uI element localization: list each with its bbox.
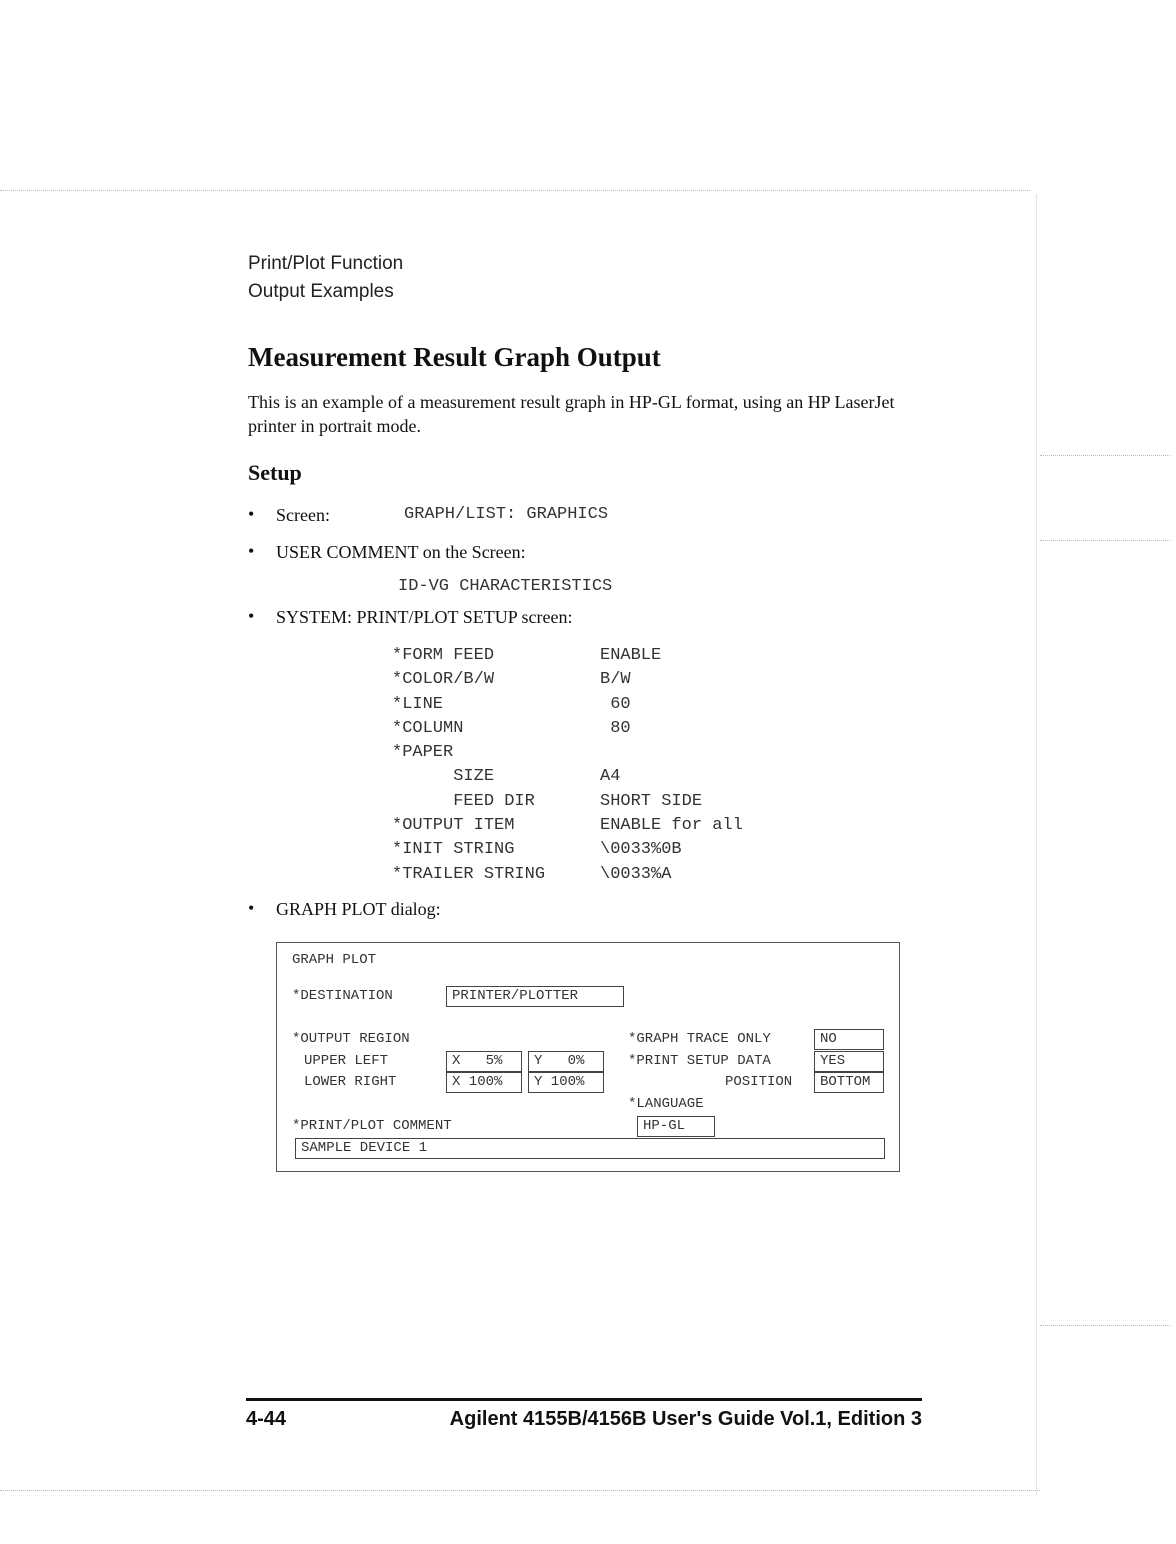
setup-value: 80 bbox=[600, 718, 631, 738]
bullet-user-comment-label: USER COMMENT on the Screen: bbox=[276, 542, 526, 562]
lower-right-y-field[interactable]: Y 100% bbox=[528, 1072, 604, 1093]
book-title: Agilent 4155B/4156B User's Guide Vol.1, Edition 3 bbox=[449, 1408, 922, 1430]
user-comment-value: ID-VG CHARACTERISTICS bbox=[398, 577, 613, 596]
output-region-label: *OUTPUT REGION bbox=[292, 1031, 410, 1047]
running-header bbox=[248, 250, 403, 306]
upper-left-y-field[interactable]: Y 0% bbox=[528, 1051, 604, 1072]
page-number: 4-44 bbox=[246, 1408, 287, 1430]
bullet-marker: • bbox=[248, 606, 255, 626]
footer-rule bbox=[246, 1398, 922, 1401]
upper-left-label: UPPER LEFT bbox=[304, 1053, 389, 1069]
lower-right-x-field[interactable]: X 100% bbox=[446, 1072, 522, 1093]
destination-field[interactable]: PRINTER/PLOTTER bbox=[446, 986, 624, 1007]
dialog-title: GRAPH PLOT bbox=[292, 952, 377, 968]
bullet-marker: • bbox=[248, 898, 255, 918]
setup-value: 60 bbox=[600, 694, 631, 714]
scan-mark bbox=[1040, 455, 1170, 456]
setup-key: *TRAILER STRING bbox=[392, 864, 546, 884]
print-plot-comment-field[interactable]: SAMPLE DEVICE 1 bbox=[295, 1138, 885, 1159]
intro-paragraph: This is an example of a measurement result graph in HP-GL format, using an HP LaserJet printer in portrait mode. bbox=[248, 392, 895, 436]
graph-plot-dialog bbox=[276, 942, 900, 1172]
scan-mark bbox=[1040, 1325, 1170, 1326]
scan-mark bbox=[1040, 540, 1170, 541]
position-label: POSITION bbox=[725, 1074, 793, 1090]
setup-key: *COLUMN bbox=[392, 718, 464, 738]
setup-key: *OUTPUT ITEM bbox=[392, 816, 515, 836]
setup-value: ENABLE for all bbox=[600, 816, 743, 836]
setup-value: SHORT SIDE bbox=[600, 791, 703, 811]
bullet-system-label: SYSTEM: PRINT/PLOT SETUP screen: bbox=[276, 607, 573, 627]
setup-key: *PAPER bbox=[392, 743, 454, 763]
setup-value: A4 bbox=[600, 767, 621, 787]
setup-key: SIZE bbox=[392, 767, 495, 787]
header-subsection: Output Examples bbox=[248, 281, 394, 302]
lower-right-label: LOWER RIGHT bbox=[304, 1074, 397, 1090]
setup-heading: Setup bbox=[248, 460, 302, 485]
page-title: Measurement Result Graph Output bbox=[248, 342, 661, 372]
bullet-marker: • bbox=[248, 541, 255, 561]
setup-value: \0033%A bbox=[600, 864, 672, 884]
bullet-screen-label: Screen: bbox=[276, 505, 330, 525]
setup-key: *COLOR/B/W bbox=[392, 670, 495, 690]
bullet-graph-plot-label: GRAPH PLOT dialog: bbox=[276, 899, 441, 919]
setup-value: \0033%0B bbox=[600, 840, 682, 860]
setup-key: *INIT STRING bbox=[392, 840, 515, 860]
setup-value: B/W bbox=[600, 670, 631, 690]
scan-border-right bbox=[1036, 195, 1037, 1495]
print-setup-data-label: *PRINT SETUP DATA bbox=[628, 1053, 771, 1069]
upper-left-x-field[interactable]: X 5% bbox=[446, 1051, 522, 1072]
language-label: *LANGUAGE bbox=[628, 1096, 704, 1112]
language-field[interactable]: HP-GL bbox=[637, 1116, 715, 1137]
bullet-marker: • bbox=[248, 504, 255, 524]
print-setup-data-field[interactable]: YES bbox=[814, 1051, 884, 1072]
header-section: Print/Plot Function bbox=[248, 253, 404, 274]
bullet-screen-value: GRAPH/LIST: GRAPHICS bbox=[404, 505, 609, 524]
setup-key: FEED DIR bbox=[392, 791, 535, 811]
position-field[interactable]: BOTTOM bbox=[814, 1072, 884, 1093]
scan-border-bottom bbox=[0, 1490, 1040, 1491]
setup-value: ENABLE bbox=[600, 646, 662, 665]
graph-trace-only-label: *GRAPH TRACE ONLY bbox=[628, 1031, 771, 1047]
scan-border-top bbox=[0, 190, 1030, 191]
destination-label: *DESTINATION bbox=[292, 988, 393, 1004]
setup-key: *LINE bbox=[392, 694, 444, 714]
graph-trace-only-field[interactable]: NO bbox=[814, 1029, 884, 1050]
setup-key: *FORM FEED bbox=[392, 646, 495, 665]
print-plot-comment-label: *PRINT/PLOT COMMENT bbox=[292, 1118, 452, 1134]
